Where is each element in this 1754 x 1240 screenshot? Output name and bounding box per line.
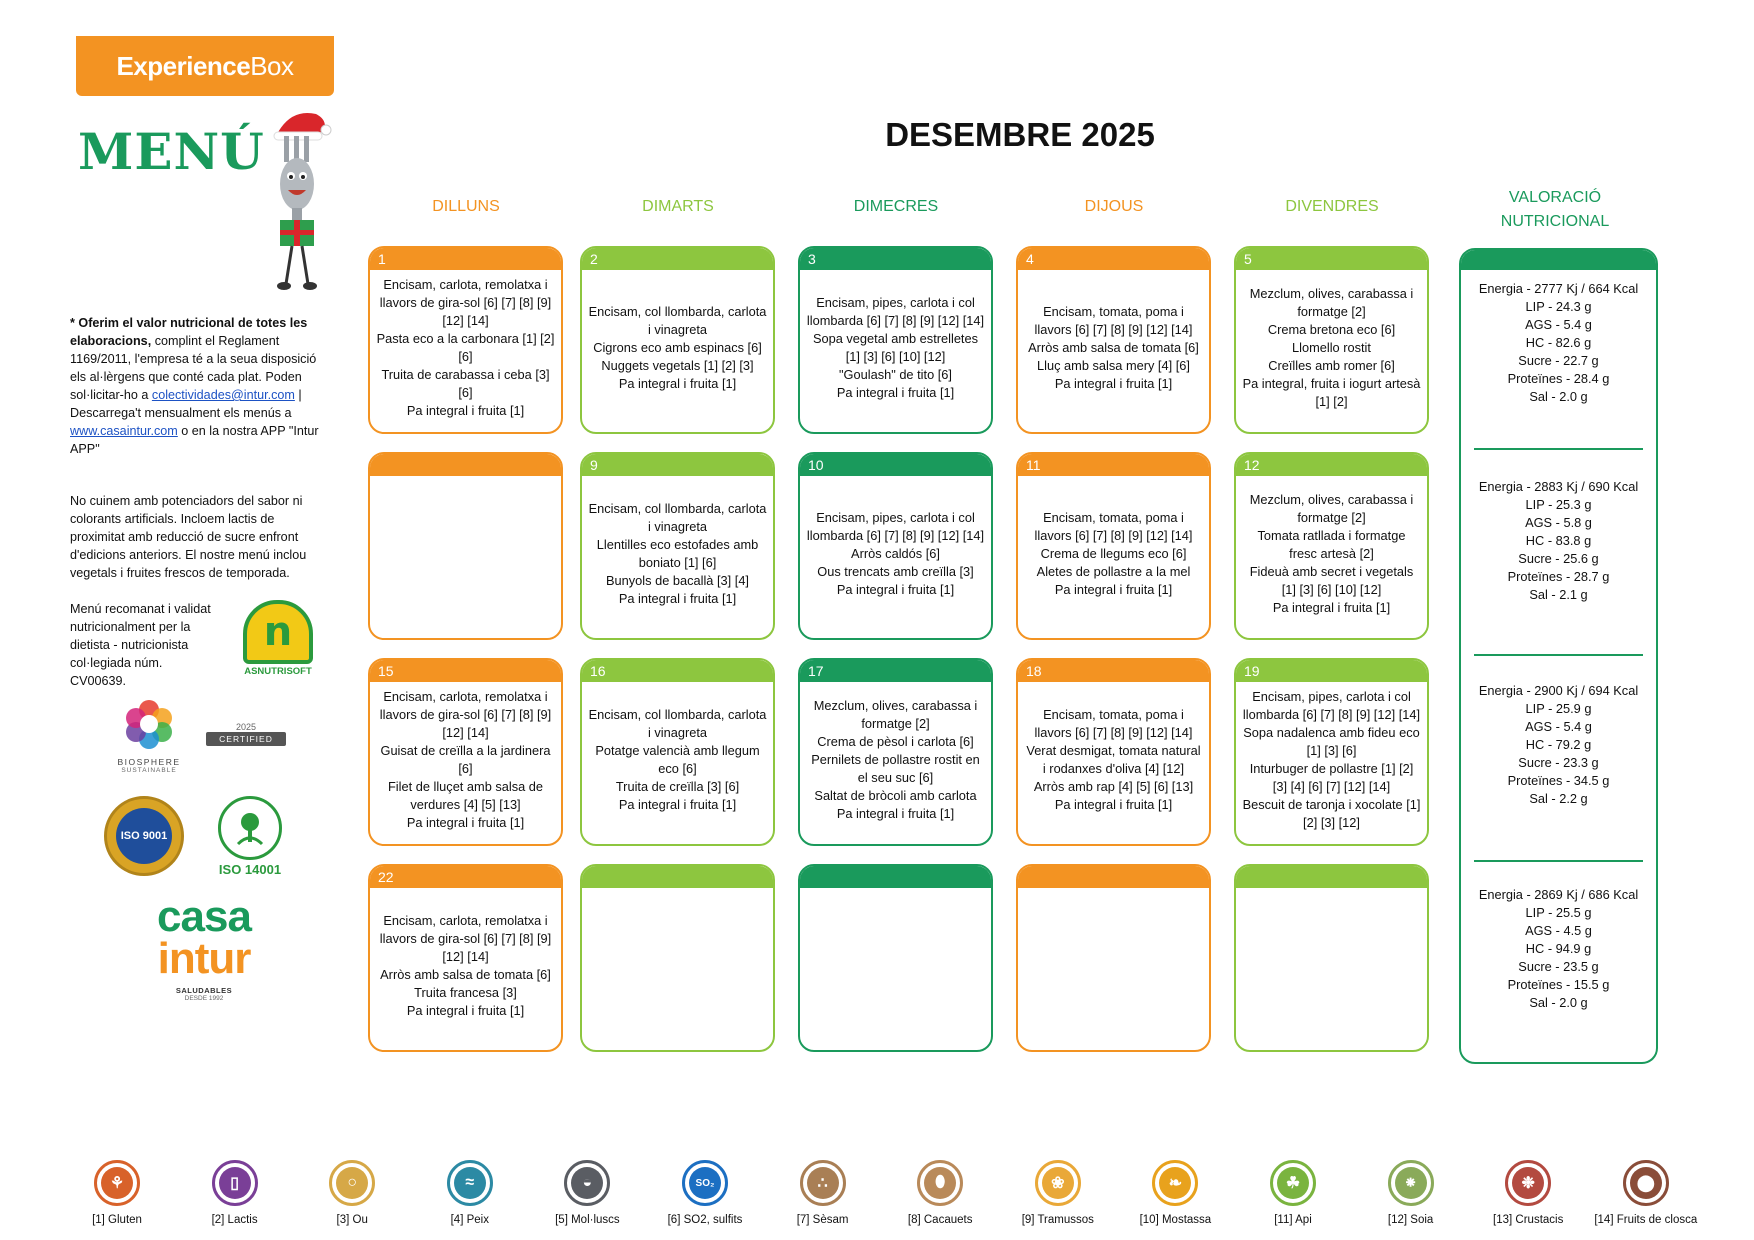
dish-item: Nuggets vegetals [1] [2] [3] (601, 358, 754, 373)
allergen-label: [7] Sèsam (796, 1214, 849, 1226)
dish-item: Sopa nadalenca amb fideu eco [1] [3] [6] (1243, 725, 1420, 758)
menu-title: MENÚ (78, 122, 265, 181)
dish-item: Bescuit de taronja i xocolate [1] [2] [3] [12] (1242, 797, 1421, 830)
nutrition-week-2 (1459, 478, 1658, 604)
dish-item: Filet de lluçet amb salsa de verdures [4] [5] [13] (387, 779, 544, 812)
dish-item: "Goulash" de tito [6] (839, 367, 952, 382)
dish-item: Encisam, col llombarda, carlota i vinagreta (588, 304, 767, 337)
allergen-label: [6] SO2, sulfits (667, 1214, 743, 1226)
dish-item: Encisam, col llombarda, carlota i vinagreta (588, 501, 767, 534)
soy-icon: ⁕ (1388, 1160, 1434, 1206)
nutrition-proteines: Proteïnes - 28.7 g (1507, 569, 1610, 584)
allergen-item (58, 1160, 176, 1226)
mustard-icon: ❧ (1152, 1160, 1198, 1206)
sulphite-icon: SO₂ (682, 1160, 728, 1206)
allergen-label: [8] Cacauets (907, 1214, 973, 1226)
day-number: 3 (800, 248, 991, 270)
day-number (1236, 866, 1427, 888)
day-number: 22 (370, 866, 561, 888)
allergen-label: [13] Crustacis (1493, 1214, 1564, 1226)
nutrition-ags: AGS - 5.4 g (1525, 719, 1592, 734)
day-header-3: DIJOUS (1084, 198, 1144, 215)
nutrition-energia: Energia - 2883 Kj / 690 Kcal (1478, 479, 1639, 494)
day-card (580, 658, 775, 846)
dietitian-note: Menú recomanat i validat nutricionalment per la dietista - nutricionista col·legiada núm. CV00639. (70, 602, 211, 688)
nutrition-sal: Sal - 2.1 g (1529, 587, 1588, 602)
day-number (1018, 866, 1209, 888)
day-card (368, 246, 563, 434)
allergen-label: [1] Gluten (92, 1214, 142, 1226)
day-number: 16 (582, 660, 773, 682)
day-card (798, 452, 993, 640)
nutrition-note: * Oferim el valor nutricional de totes les elaboracions, complint el Reglament 1169/2011, l'empresa té a la seua disposició els al·lèrgens que conté cada plat. Poden sol·licitar-ho a colectividades@intur.com | Descarrega't mensualment els menús a www.casaintur.com o en la nostra APP "Intur APP" (70, 316, 319, 456)
dish-item: Aletes de pollastre a la mel (1036, 564, 1191, 579)
allergen-item (1352, 1160, 1470, 1226)
dish-item: Cigrons eco amb espinacs [6] (593, 340, 762, 355)
dish-item: Truita de creïlla [3] [6] (615, 779, 740, 794)
day-card (798, 864, 993, 1052)
nutrition-energia: Energia - 2900 Kj / 694 Kcal (1478, 683, 1639, 698)
allergen-item (764, 1160, 882, 1226)
nutrition-week-1 (1459, 280, 1658, 406)
lupin-icon: ❀ (1035, 1160, 1081, 1206)
dish-item: Saltat de bròcoli amb carlota (814, 788, 977, 803)
website-link[interactable]: www.casaintur.com (70, 424, 178, 438)
ingredients-note: No cuinem amb potenciadors del sabor ni colorants artificials. Incloem lactis de proximitat amb reducció de sucre enfront d'edicions anteriors. El nostre menú inclou vegetals i fruites frescos de temporada. (70, 494, 307, 580)
iso-14001-seal: ISO 14001 (210, 796, 290, 876)
experiencebox-logo: Experience Box (76, 36, 334, 96)
allergen-item (881, 1160, 999, 1226)
dish-item: Arròs amb rap [4] [5] [6] [13] (1033, 779, 1194, 794)
allergen-label: [10] Mostassa (1139, 1214, 1212, 1226)
day-number (370, 454, 561, 476)
day-card (798, 658, 993, 846)
day-number: 2 (582, 248, 773, 270)
dish-item: Pa integral i fruita [1] (1054, 376, 1173, 391)
day-card (1234, 452, 1429, 640)
dish-item: Crema de llegums eco [6] (1040, 546, 1187, 561)
allergen-label: [2] Lactis (211, 1214, 258, 1226)
nutrition-lip: LIP - 25.3 g (1525, 497, 1592, 512)
nutrition-proteines: Proteïnes - 28.4 g (1507, 371, 1610, 386)
dish-item: Pa integral i fruita [1] (1054, 582, 1173, 597)
dish-item: Pa integral i fruita [1] (406, 1003, 525, 1018)
shell-icon: ◒ (564, 1160, 610, 1206)
day-number: 1 (370, 248, 561, 270)
egg-icon: ○ (329, 1160, 375, 1206)
day-number: 11 (1018, 454, 1209, 476)
day-card (1234, 864, 1429, 1052)
fish-icon: ≈ (447, 1160, 493, 1206)
dish-item: Encisam, pipes, carlota i col llombarda [6] [7] [8] [9] [12] [14] (1242, 689, 1421, 722)
allergen-label: [3] Ou (336, 1214, 368, 1226)
dish-item: Pa integral i fruita [1] (836, 385, 955, 400)
dish-item: Pa integral i fruita [1] (618, 797, 737, 812)
day-card (580, 864, 775, 1052)
dish-item: Arròs amb salsa de tomata [6] (1028, 340, 1199, 355)
nutrition-hc: HC - 94.9 g (1525, 941, 1592, 956)
day-card (1016, 452, 1211, 640)
nutrition-lip: LIP - 25.5 g (1525, 905, 1592, 920)
celery-icon: ☘ (1270, 1160, 1316, 1206)
dish-item: Arròs amb salsa de tomata [6] (380, 967, 551, 982)
dish-item: Guisat de creïlla a la jardinera [6] (380, 743, 551, 776)
allergen-label: [14] Fruits de closca (1594, 1214, 1698, 1226)
day-card (798, 246, 993, 434)
crustacean-icon: ❉ (1505, 1160, 1551, 1206)
dish-item: Truita de carabassa i ceba [3] [6] (381, 367, 550, 400)
allergen-item (293, 1160, 411, 1226)
allergen-item (176, 1160, 294, 1226)
allergen-item (1587, 1160, 1705, 1226)
dish-item: Arròs caldós [6] (851, 546, 940, 561)
day-header-4: DIVENDRES (1285, 198, 1379, 215)
dish-item: Mezclum, olives, carabassa i formatge [2] (1249, 286, 1414, 319)
day-number: 5 (1236, 248, 1427, 270)
dish-item: Pa integral i fruita [1] (406, 815, 525, 830)
day-card (1016, 864, 1211, 1052)
valoracio-nutricional-header: VALORACIÓ NUTRICIONAL (1500, 189, 1610, 230)
dish-item: Crema de pèsol i carlota [6] (817, 734, 974, 749)
dish-item: Encisam, pipes, carlota i col llombarda [6] [7] [8] [9] [12] [14] (806, 295, 985, 328)
nutrition-ags: AGS - 5.4 g (1525, 317, 1592, 332)
dish-item: Encisam, tomata, poma i llavors [6] [7] [8] [9] [12] [14] (1034, 304, 1193, 337)
nutrition-divider (1474, 654, 1643, 656)
dish-item: Pa integral i fruita [1] (836, 806, 955, 821)
page-title: DESEMBRE 2025 (885, 116, 1155, 153)
nutrition-proteines: Proteïnes - 15.5 g (1507, 977, 1610, 992)
nutrition-proteines: Proteïnes - 34.5 g (1507, 773, 1610, 788)
biosphere-flower-icon (121, 696, 177, 752)
nut-icon: ⬤ (1623, 1160, 1669, 1206)
day-header-1: DIMARTS (642, 198, 714, 215)
dish-item: Encisam, pipes, carlota i col llombarda [6] [7] [8] [9] [12] [14] (806, 510, 985, 543)
dish-item: Ous trencats amb creïlla [3] (817, 564, 974, 579)
dish-item: Lluç amb salsa mery [4] [6] (1037, 358, 1190, 373)
day-card (368, 658, 563, 846)
nutrition-ags: AGS - 5.8 g (1525, 515, 1592, 530)
dish-item: Encisam, tomata, poma i llavors [6] [7] [8] [9] [12] [14] (1034, 707, 1193, 740)
day-number: 18 (1018, 660, 1209, 682)
nutrition-sucre: Sucre - 25.6 g (1518, 551, 1599, 566)
dish-item: Tomata ratllada i formatge fresc artesà [2] (1257, 528, 1406, 561)
dish-item: Bunyols de bacallà [3] [4] (606, 573, 749, 588)
email-link[interactable]: colectividades@intur.com (151, 388, 295, 402)
day-number: 17 (800, 660, 991, 682)
day-number: 15 (370, 660, 561, 682)
nutrition-sal: Sal - 2.0 g (1529, 389, 1588, 404)
wheat-icon: ⚘ (94, 1160, 140, 1206)
sesame-icon: ∴ (800, 1160, 846, 1206)
day-card (1016, 246, 1211, 434)
dish-item: Crema bretona eco [6] (1267, 322, 1396, 337)
dish-item: Pa integral i fruita [1] (1054, 797, 1173, 812)
asnutrisoft-logo: n ASNUTRISOFT (240, 600, 316, 684)
dish-item: Pa integral i fruita [1] (1272, 600, 1391, 615)
dish-item: Verat desmigat, tomata natural i rodanxes d'oliva [4] [12] (1026, 743, 1201, 776)
dish-item: Pa integral i fruita [1] (836, 582, 955, 597)
nutrition-lip: LIP - 24.3 g (1525, 299, 1592, 314)
dish-item: Mezclum, olives, carabassa i formatge [2] (813, 698, 978, 731)
day-number: 9 (582, 454, 773, 476)
dish-item: Encisam, col llombarda, carlota i vinagreta (588, 707, 767, 740)
dish-item: Pernilets de pollastre rostit en el seu suc [6] (811, 752, 980, 785)
nutrition-sucre: Sucre - 23.3 g (1518, 755, 1599, 770)
nutrition-sucre: Sucre - 23.5 g (1518, 959, 1599, 974)
dish-item: Llomello rostit (1292, 340, 1371, 355)
dish-item: Pa integral i fruita [1] (406, 403, 525, 418)
certified-2025-badge: 2025 CERTIFIED (206, 722, 286, 746)
allergen-label: [5] Mol·luscs (555, 1214, 620, 1226)
tree-icon (232, 810, 268, 846)
nutrition-hc: HC - 79.2 g (1525, 737, 1592, 752)
allergen-item (1116, 1160, 1234, 1226)
allergen-item (1234, 1160, 1352, 1226)
nutrition-sal: Sal - 2.2 g (1529, 791, 1588, 806)
day-card (368, 864, 563, 1052)
biosphere-logo: BIOSPHERE SUSTAINABLE (108, 696, 190, 774)
dish-item: Truita francesa [3] (414, 985, 517, 1000)
dish-item: Llentilles eco estofades amb boniato [1] [6] (596, 537, 759, 570)
dish-item: Pa integral i fruita [1] (618, 591, 737, 606)
allergen-label: [11] Api (1274, 1214, 1312, 1226)
day-header-0: DILLUNS (432, 198, 500, 215)
day-number: 12 (1236, 454, 1427, 476)
nutrition-energia: Energia - 2869 Kj / 686 Kcal (1478, 887, 1639, 902)
casa-intur-logo: casa intur SALUDABLES DESDE 1992 (157, 892, 251, 1002)
day-number: 10 (800, 454, 991, 476)
day-card (1234, 246, 1429, 434)
day-number (800, 866, 991, 888)
allergen-label: [12] Soia (1387, 1214, 1434, 1226)
nutrition-energia: Energia - 2777 Kj / 664 Kcal (1478, 281, 1639, 296)
dish-item: Mezclum, olives, carabassa i formatge [2] (1249, 492, 1414, 525)
dish-item: Pa integral, fruita i iogurt artesà [1] [2] (1242, 376, 1421, 409)
allergen-item (528, 1160, 646, 1226)
nutrition-sucre: Sucre - 22.7 g (1518, 353, 1599, 368)
nutrition-ags: AGS - 4.5 g (1525, 923, 1592, 938)
allergen-item (411, 1160, 529, 1226)
dish-item: Fideuà amb secret i vegetals [1] [3] [6] [10] [12] (1249, 564, 1414, 597)
allergen-item (1469, 1160, 1587, 1226)
day-number (582, 866, 773, 888)
dish-item: Pasta eco a la carbonara [1] [2] [6] (376, 331, 555, 364)
nutrition-week-4 (1459, 886, 1658, 1012)
allergen-label: [4] Peix (450, 1214, 489, 1226)
dish-item: Creïlles amb romer [6] (1268, 358, 1395, 373)
nutrition-hc: HC - 82.6 g (1525, 335, 1592, 350)
allergen-item (646, 1160, 764, 1226)
day-card (580, 246, 775, 434)
dish-item: Inturbuger de pollastre [1] [2] [3] [4] [6] [7] [12] [14] (1249, 761, 1414, 794)
nutrition-week-3 (1459, 682, 1658, 808)
dish-item: Encisam, tomata, poma i llavors [6] [7] [8] [9] [12] [14] (1034, 510, 1193, 543)
dish-item: Pa integral i fruita [1] (618, 376, 737, 391)
milk-icon: ▯ (212, 1160, 258, 1206)
nutrition-hc: HC - 83.8 g (1525, 533, 1592, 548)
dish-item: Encisam, carlota, remolatxa i llavors de gira-sol [6] [7] [8] [9] [12] [14] (379, 277, 552, 328)
iso-9001-seal: ISO 9001 (104, 796, 184, 876)
nutrition-lip: LIP - 25.9 g (1525, 701, 1592, 716)
dish-item: Sopa vegetal amb estrelletes [1] [3] [6] [10] [12] (812, 331, 979, 364)
allergen-label: [9] Tramussos (1021, 1214, 1094, 1226)
day-number: 4 (1018, 248, 1209, 270)
nutrition-sal: Sal - 2.0 g (1529, 995, 1588, 1010)
nutrition-divider (1474, 860, 1643, 862)
dish-item: Potatge valencià amb llegum eco [6] (595, 743, 760, 776)
dish-item: Encisam, carlota, remolatxa i llavors de gira-sol [6] [7] [8] [9] [12] [14] (379, 913, 552, 964)
day-number: 19 (1236, 660, 1427, 682)
nutrition-divider (1474, 448, 1643, 450)
day-header-2: DIMECRES (853, 198, 939, 215)
dish-item: Encisam, carlota, remolatxa i llavors de gira-sol [6] [7] [8] [9] [12] [14] (379, 689, 552, 740)
day-card (1234, 658, 1429, 846)
allergen-item (999, 1160, 1117, 1226)
day-card (368, 452, 563, 640)
day-card (580, 452, 775, 640)
day-card (1016, 658, 1211, 846)
peanut-icon: ⬮ (917, 1160, 963, 1206)
